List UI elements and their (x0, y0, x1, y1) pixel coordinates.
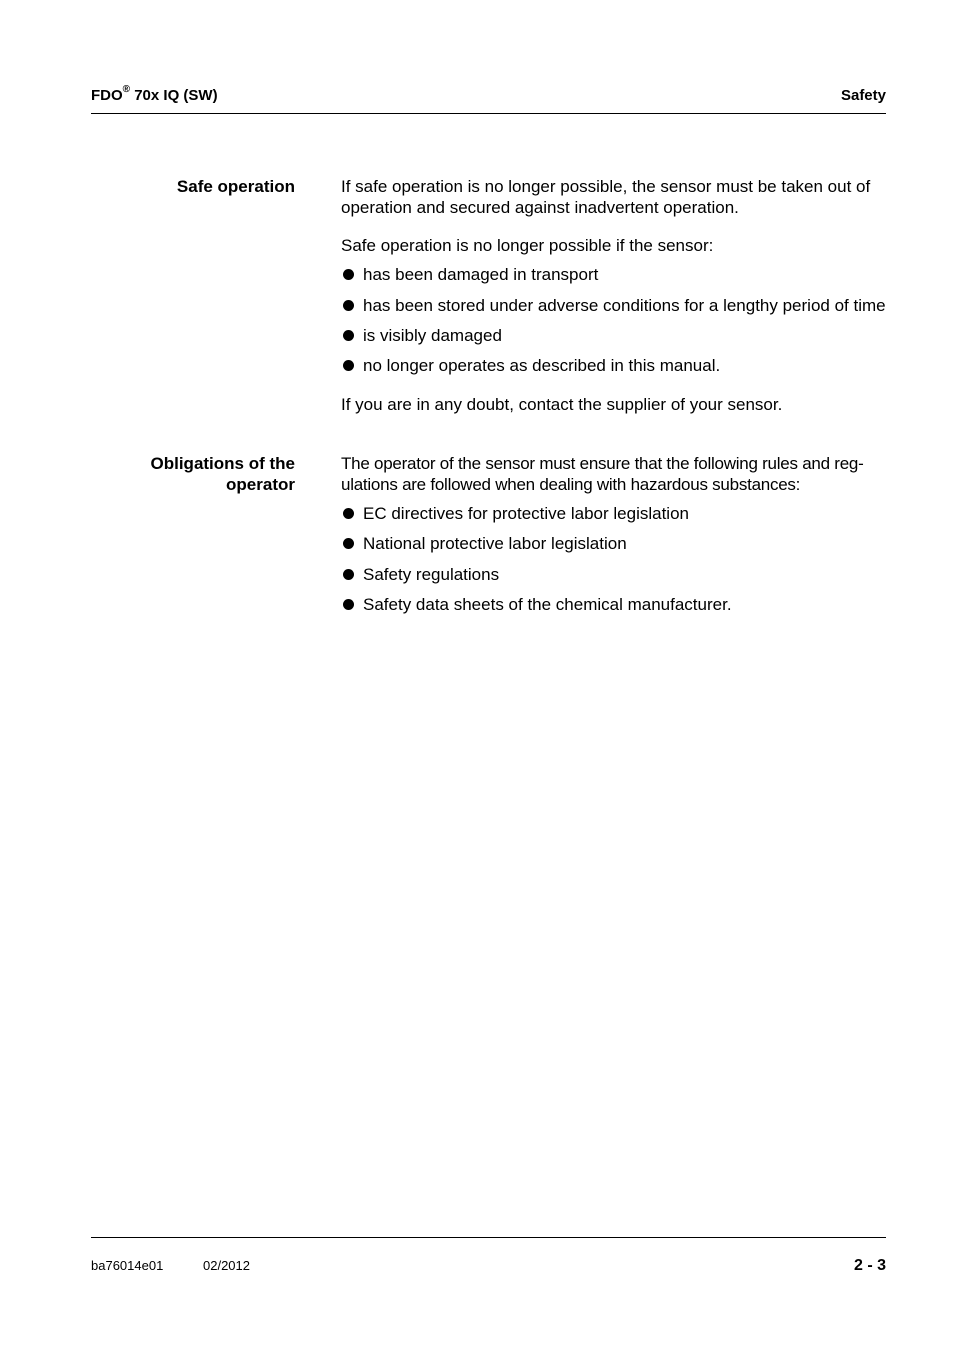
section-heading (91, 453, 295, 495)
section-body (341, 176, 887, 415)
lead-paragraph: Safe operation is no longer possible if the sensor: (341, 236, 714, 255)
bullet-icon (343, 360, 354, 371)
bullet-icon (343, 300, 354, 311)
page-number: 2 - 3 (853, 1257, 886, 1274)
product-model: 70x IQ (SW) (130, 87, 218, 104)
list-item: EC directives for protective labor legislation (341, 503, 887, 524)
document-date: 02/2012 (203, 1258, 250, 1273)
product-title (91, 84, 218, 104)
bullet-icon (343, 599, 354, 610)
closing-paragraph: If you are in any doubt, contact the supplier of your sensor. (341, 395, 783, 414)
bullet-icon (343, 538, 354, 549)
list-item: has been stored under adverse conditions for a lengthy period of time (341, 295, 887, 316)
page-footer (91, 1237, 886, 1278)
heading-line: operator (226, 475, 295, 494)
list-item: Safety data sheets of the chemical manufacturer. (341, 594, 887, 615)
section-body (341, 453, 887, 615)
heading-line: Obligations of the (150, 454, 295, 473)
bullet-icon (343, 269, 354, 280)
section-heading (91, 176, 295, 197)
list-item: no longer operates as described in this manual. (341, 355, 887, 376)
registered-mark: ® (122, 84, 131, 95)
bullet-icon (343, 330, 354, 341)
chapter-title: Safety (840, 87, 886, 104)
intro-paragraph: The operator of the sensor must ensure that the following rules and reg- ulations are followed when dealing with hazardous substances: (341, 454, 864, 494)
bullet-icon (343, 569, 354, 580)
document-id: ba76014e01 (91, 1258, 164, 1273)
intro-paragraph: If safe operation is no longer possible, the sensor must be taken out of operation and secured against inadvertent operation. (341, 177, 871, 217)
list-item: is visibly damaged (341, 325, 887, 346)
page-header (91, 84, 886, 114)
product-name: FDO (91, 87, 123, 104)
bullet-icon (343, 508, 354, 519)
rules-list (341, 503, 887, 615)
list-item: Safety regulations (341, 564, 887, 585)
list-item: National protective labor legislation (341, 533, 887, 554)
heading-line: Safe operation (176, 177, 295, 196)
condition-list (341, 264, 887, 376)
list-item: has been damaged in transport (341, 264, 887, 285)
